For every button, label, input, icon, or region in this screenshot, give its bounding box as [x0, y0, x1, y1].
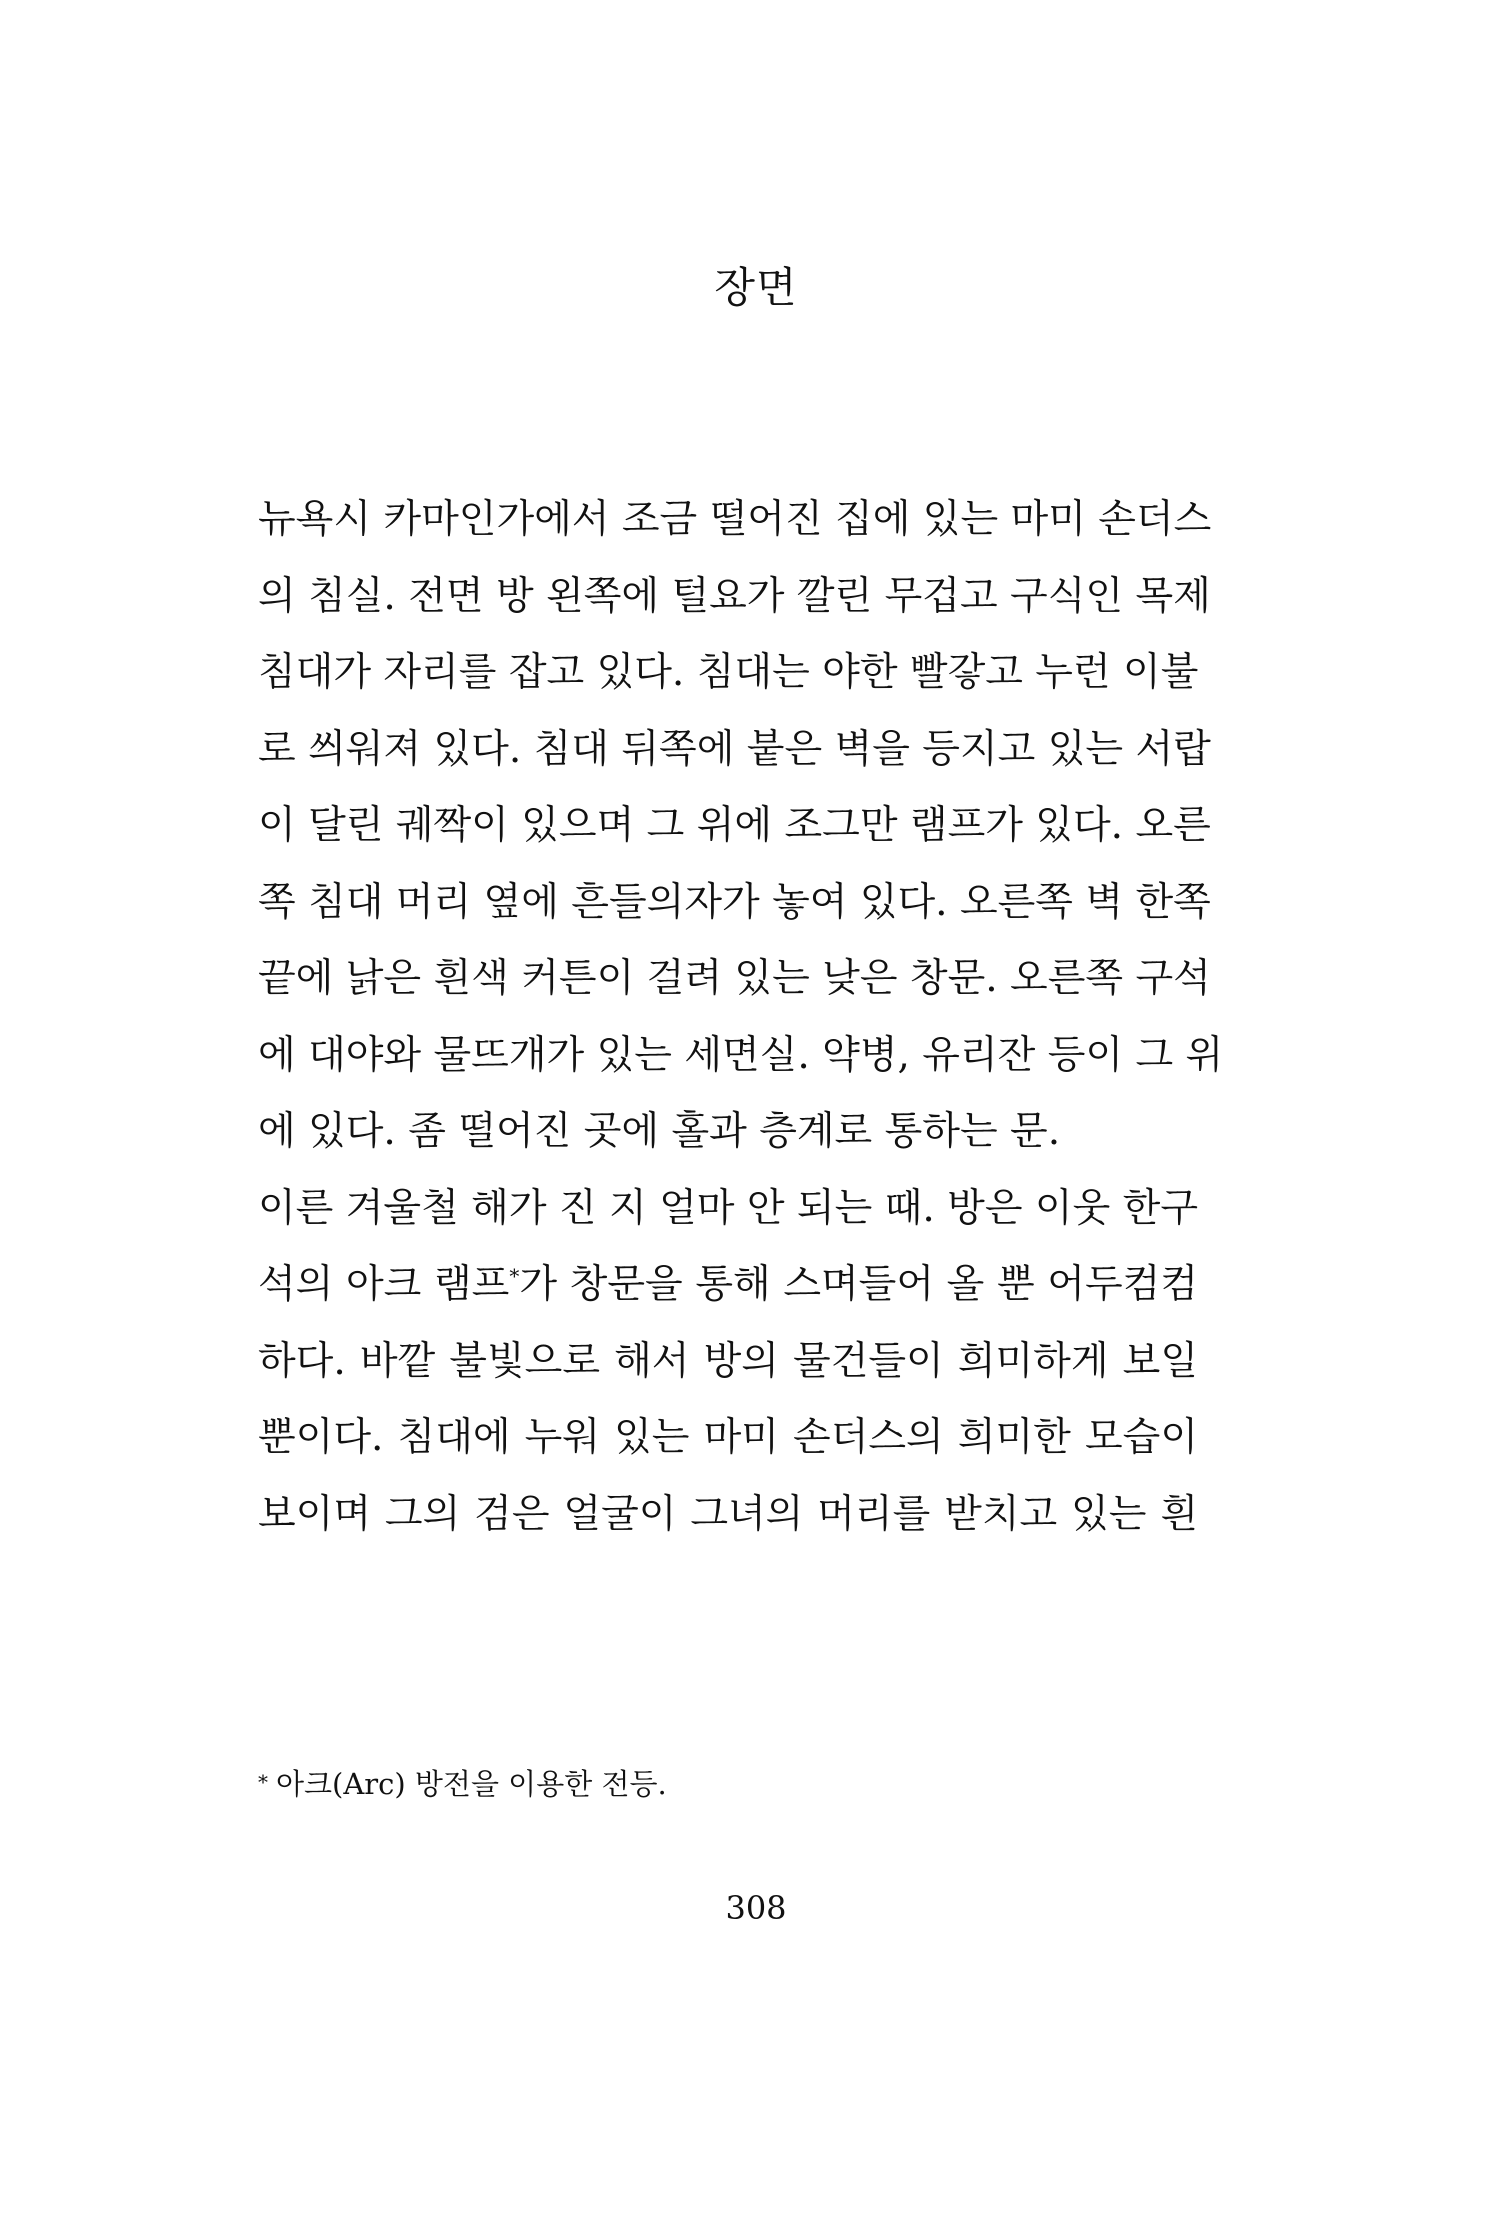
- body-line-paragraph-end: 에 있다. 좀 떨어진 곳에 홀과 층계로 통하는 문.: [258, 1109, 1061, 1154]
- body-line-segment: 가 창문을 통해 스며들어 올 뿐 어두컴컴: [519, 1262, 1198, 1307]
- body-line: 의 침실. 전면 방 왼쪽에 털요가 깔린 무겁고 구식인 목제: [258, 573, 1211, 619]
- page-number: 308: [725, 1889, 787, 1927]
- footnote-reference-mark: *: [509, 1264, 520, 1288]
- body-line: 침대가 자리를 잡고 있다. 침대는 야한 빨갛고 누런 이불: [258, 650, 1199, 695]
- body-line-segment: 석의 아크 램프: [258, 1262, 510, 1307]
- body-line: 로 씌워져 있다. 침대 뒤쪽에 붙은 벽을 등지고 있는 서랍: [258, 726, 1211, 772]
- footnote-mark: *: [258, 1770, 268, 1794]
- body-line: 보이며 그의 검은 얼굴이 그녀의 머리를 받치고 있는 흰: [258, 1491, 1198, 1537]
- footnote: [258, 1762, 667, 1804]
- section-title: 장면: [714, 263, 798, 312]
- body-line-with-footnote-ref: [258, 1247, 1198, 1324]
- body-line: 하다. 바깥 불빛으로 해서 방의 물건들이 희미하게 보일: [258, 1338, 1198, 1384]
- footnote-text: 아크(Arc) 방전을 이용한 전등.: [276, 1767, 667, 1801]
- body-line: 에 대야와 물뜨개가 있는 세면실. 약병, 유리잔 등이 그 위: [258, 1032, 1224, 1078]
- body-line: 끝에 낡은 흰색 커튼이 걸려 있는 낮은 창문. 오른쪽 구석: [258, 956, 1211, 1001]
- body-line: 뉴욕시 카마인가에서 조금 떨어진 집에 있는 마미 손더스: [258, 497, 1212, 542]
- body-line: 뿐이다. 침대에 누워 있는 마미 손더스의 희미한 모습이: [258, 1415, 1198, 1460]
- body-line: 이 달린 궤짝이 있으며 그 위에 조그만 램프가 있다. 오른: [258, 803, 1211, 848]
- stage-direction-body: [258, 482, 1224, 1553]
- body-line: 이른 겨울철 해가 진 지 얼마 안 되는 때. 방은 이웃 한구: [258, 1185, 1198, 1231]
- body-line: 쪽 침대 머리 옆에 흔들의자가 놓여 있다. 오른쪽 벽 한쪽: [258, 879, 1211, 925]
